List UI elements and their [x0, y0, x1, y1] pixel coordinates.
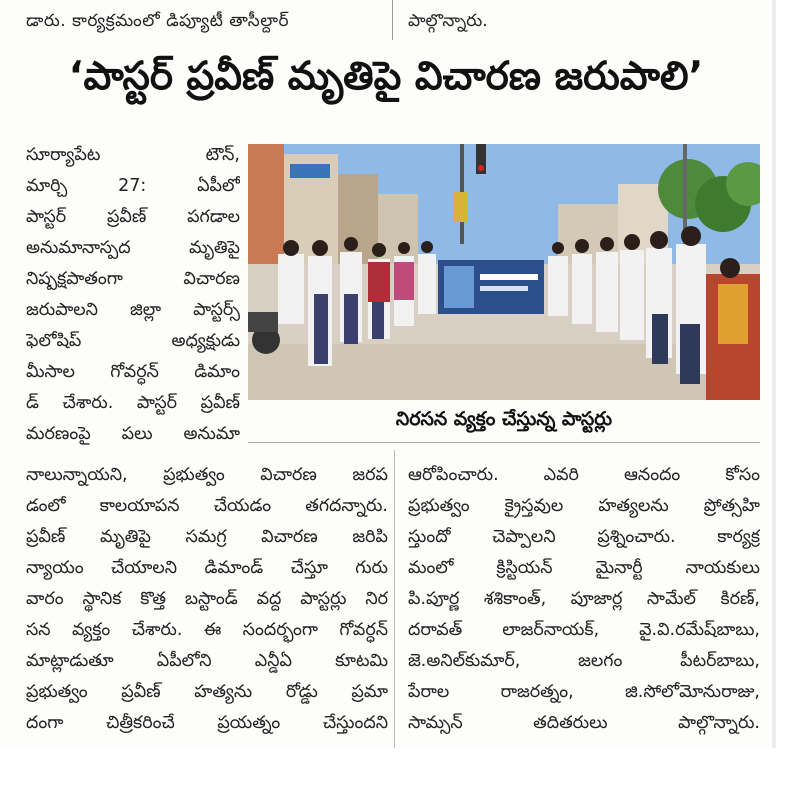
- text-line: సామ్సన్ తదితరులు పాల్గొన్నారు.: [408, 713, 760, 733]
- article-headline: ‘పాస్టర్ ప్రవీణ్ మృతిపై విచారణ జరుపాలి’: [68, 54, 704, 99]
- text-line: వారం స్థానిక కొత్త బస్టాండ్ వద్ద పాస్టర్లు నిర: [26, 589, 388, 609]
- text-line: డ్ చేశారు. పాస్టర్ ప్రవీణ్: [26, 393, 240, 413]
- page-edge: [772, 0, 776, 748]
- protest-photo: [248, 144, 760, 400]
- text-line: మంలో క్రిస్టియన్ మైనార్టీ నాయకులు: [408, 558, 760, 578]
- text-line: మీసాల గోవర్ధన్ డిమాం: [26, 362, 240, 382]
- text-line: స్తుందో చెప్పాలని ప్రశ్నించారు. కార్యక్ర: [408, 527, 760, 547]
- text-line: నిష్పక్షపాతంగా విచారణ: [26, 269, 240, 289]
- previous-article-left-text: డారు. కార్యక్రమంలో డిప్యూటీ తాసీల్దార్: [26, 11, 290, 31]
- text-line: పాస్టర్ ప్రవీణ్ పగడాల: [26, 207, 240, 227]
- text-line: నాలున్నాయని, ప్రభుత్వం విచారణ జరప: [26, 465, 388, 485]
- text-line: మార్చి 27: ఏపీలో: [26, 176, 240, 196]
- text-line: పేరాల రాజరత్నం, జి.సోలోమోనురాజు,: [408, 682, 760, 702]
- text-line: ఫెలోషిప్ అధ్యక్షుడు: [26, 331, 240, 351]
- column-divider-top: [392, 0, 393, 40]
- photo-caption: నిరసన వ్యక్తం చేస్తున్న పాస్టర్లు: [395, 408, 613, 430]
- text-line: ప్రభుత్వం క్రైస్తవుల హత్యలను ప్రోత్సహి: [408, 496, 760, 516]
- text-line: న్యాయం చేయాలని డిమాండ్ చేస్తూ గురు: [26, 558, 388, 578]
- text-line: ఆరోపించారు. ఎవరి ఆనందం కోసం: [408, 465, 760, 485]
- article-column-right: [408, 460, 760, 739]
- text-line: ప్రభుత్వం ప్రవీణ్ హత్యను రోడ్డు ప్రమా: [26, 682, 388, 702]
- text-line: జరుపాలని జిల్లా పాస్టర్స్: [26, 300, 240, 320]
- text-line: ప్రవీణ్ మృతిపై సమగ్ర విచారణ జరిపి: [26, 527, 388, 547]
- text-line: దంగా చిత్రీకరించే ప్రయత్నం చేస్తుందని: [26, 713, 388, 733]
- text-line: మరణంపై పలు అనుమా: [26, 424, 240, 444]
- text-line: మాట్లాడుతూ ఏపీలోని ఎన్డీఏ కూటమి: [26, 651, 388, 671]
- previous-article-tail: [0, 0, 772, 40]
- protest-photo-illustration: [248, 144, 760, 400]
- text-line: అనుమానాస్పద మృతిపై: [26, 238, 240, 258]
- caption-divider: [248, 442, 760, 443]
- text-line: దరావత్ లాజర్‌నాయక్, వై.వి.రమేష్‌బాబు,: [408, 620, 760, 640]
- column-divider: [394, 450, 395, 748]
- text-line: సన వ్యక్తం చేశారు. ఈ సందర్భంగా గోవర్ధన్: [26, 620, 388, 640]
- article-column-left-bottom: [26, 460, 388, 739]
- article-column-left-top: [26, 140, 240, 450]
- previous-article-right-text: పాల్గొన్నారు.: [408, 11, 488, 31]
- text-line: సూర్యాపేట టౌన్,: [26, 145, 240, 165]
- text-line: పి.పూర్ణ శశికాంత్, పూజార్ల సామేల్ కిరణ్,: [408, 589, 760, 609]
- text-line: జె.అనిల్‌కుమార్, జలగం పీటర్‌బాబు,: [408, 651, 760, 671]
- text-line: డంలో కాలయాపన చేయడం తగదన్నారు.: [26, 496, 388, 516]
